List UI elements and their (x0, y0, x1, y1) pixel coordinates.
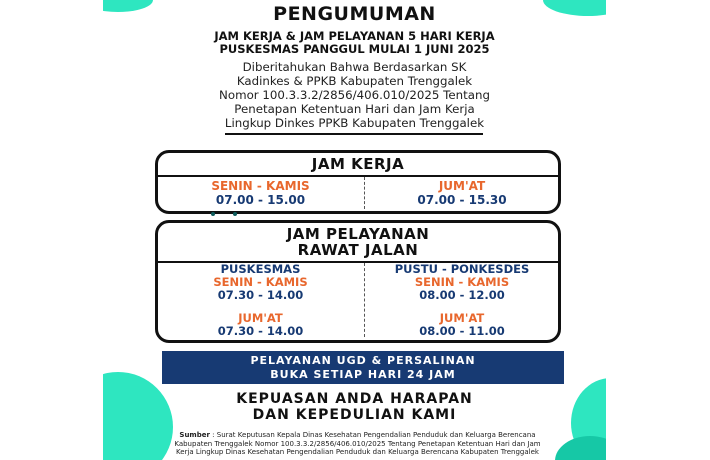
jam-pelayanan-box (155, 220, 561, 343)
decor-blob-bottom-right-2 (555, 436, 606, 460)
subtitle-line-2: PUSKESMAS PANGGUL MULAI 1 JUNI 2025 (219, 42, 490, 56)
intro-line-4: Penetapan Ketentuan Hari dan Jam Kerja (234, 102, 475, 116)
intro-line-3: Nomor 100.3.3.2/2856/406.010/2025 Tentang (219, 88, 490, 102)
source-note (165, 431, 550, 457)
puskesmas-title: PUSKESMAS (220, 262, 301, 276)
puskesmas-day-1: SENIN - KAMIS (213, 275, 308, 289)
subtitle-line-1: JAM KERJA & JAM PELAYANAN 5 HARI KERJA (214, 29, 495, 43)
jam-kerja-box (155, 150, 561, 214)
closing-slogan (103, 391, 606, 423)
closing-line-2: DAN KEPEDULIAN KAMI (252, 407, 457, 423)
jam-pelayanan-heading-line-1: JAM PELAYANAN (286, 225, 430, 243)
puskesmas-time-2: 07.30 - 14.00 (217, 324, 304, 338)
jam-kerja-left-day: SENIN - KAMIS (211, 179, 310, 193)
ugd-banner (162, 351, 564, 384)
puskesmas-time-1: 07.30 - 14.00 (217, 288, 304, 302)
subtitle (103, 30, 606, 56)
jam-kerja-right-day: JUM'AT (438, 179, 486, 193)
pustu-day-2: JUM'AT (439, 311, 485, 325)
jam-kerja-divider (158, 175, 558, 177)
puskesmas-day-2: JUM'AT (238, 311, 283, 325)
ugd-banner-line-2: BUKA SETIAP HARI 24 JAM (270, 368, 456, 381)
divider-rule (225, 133, 483, 135)
pustu-day-1: SENIN - KAMIS (414, 275, 510, 289)
intro-line-5: Lingkup Dinkes PPKB Kabupaten Trenggalek (224, 116, 485, 130)
pustu-title: PUSTU - PONKESDES (394, 262, 530, 276)
pustu-time-1: 08.00 - 12.00 (419, 288, 505, 302)
jam-kerja-right-time: 07.00 - 15.30 (417, 193, 507, 207)
closing-line-1: KEPUASAN ANDA HARAPAN (236, 391, 473, 407)
jam-kerja-heading: JAM KERJA (311, 155, 405, 173)
jam-kerja-left-time: 07.00 - 15.00 (215, 193, 306, 207)
ugd-banner-line-1: PELAYANAN UGD & PERSALINAN (250, 354, 476, 367)
intro-text (103, 60, 606, 130)
page-title: PENGUMUMAN (273, 3, 436, 25)
jam-kerja-left (158, 179, 363, 207)
pustu-time-2: 08.00 - 11.00 (419, 324, 505, 338)
puskesmas-column (158, 263, 363, 338)
announcement-poster (103, 0, 606, 460)
source-text: : Surat Keputusan Kepala Dinas Kesehatan Pengendalian Penduduk dan Keluarga Berencana Kabupaten Trenggalek Nomor 100.3.3.2/2856/406.010/2025 Tentang Penetapan Ketentuan Hari dan Jam Kerja Lingkup Dinas Kesehatan Pengendalian Penduduk dan Keluarga Berencana Kabupaten Trenggalek (174, 431, 541, 456)
jam-pelayanan-heading-line-2: RAWAT JALAN (297, 241, 419, 259)
source-label: Sumber (179, 431, 210, 439)
intro-line-1: Diberitahukan Bahwa Berdasarkan SK (242, 60, 467, 74)
jam-kerja-right (366, 179, 558, 207)
intro-line-2: Kadinkes & PPKB Kabupaten Trenggalek (236, 74, 473, 88)
jam-pelayanan-heading (158, 226, 558, 258)
pustu-column (366, 263, 558, 338)
